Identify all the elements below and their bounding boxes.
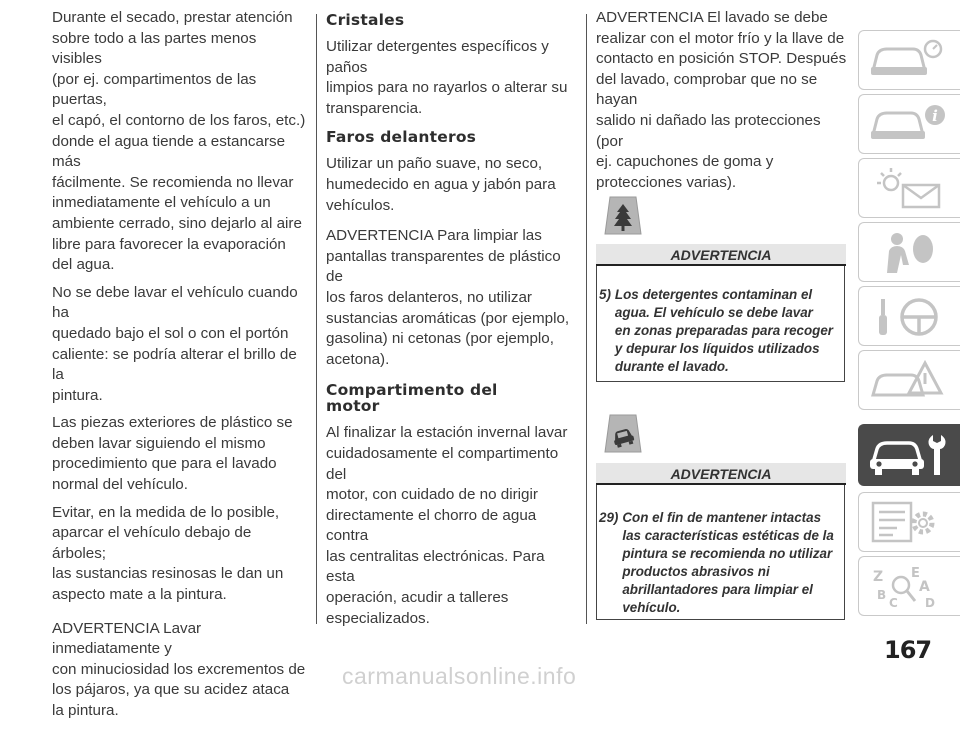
side-tab-emergency[interactable]	[858, 350, 960, 410]
warning-2-box	[596, 485, 845, 620]
text-faros-2: ADVERTENCIA Para limpiar las pantallas transparentes de plástico de los faros delanteros, no utilizar sustancias aromáticas (por ejemplo, gasolina) ni cetonas (por ejemplo, acetona).	[326, 227, 570, 368]
car-dashboard-icon	[867, 37, 947, 83]
paragraph-sun: No se debe lavar el vehículo cuando ha quedado bajo el sol o con el portón caliente: se podría alterar el brillo de la pintura.	[52, 283, 298, 404]
column-divider-2	[586, 14, 587, 624]
car-skid-icon	[604, 414, 642, 454]
steering-key-icon	[867, 293, 947, 339]
warning-1-text: Los detergentes contaminan el agua. El vehículo se debe lavar en zonas preparadas para recoger y depurar los líquidos utilizados durante el lavado.	[614, 287, 833, 374]
heading-cristales: Cristales	[326, 11, 405, 29]
car-wrench-icon	[867, 431, 951, 479]
heading-faros: Faros delanteros	[326, 128, 477, 147]
paragraph-plastic: Las piezas exteriores de plástico se deben lavar siguiendo el mismo procedimiento que para el lavado normal del vehículo.	[52, 414, 293, 494]
paragraph-trees: Evitar, en la medida de lo posible, aparcar el vehículo debajo de árboles; las sustancias resinosas le dan un aspecto mate a la pintura.	[52, 503, 284, 604]
svg-text:i: i	[932, 107, 938, 125]
paragraph-birds-warning: ADVERTENCIA Lavar inmediatamente y con minuciosidad los excrementos de los pájaros, ya que su acidez ataca la pintura.	[52, 619, 306, 719]
spec-sheet-gear-icon	[867, 499, 947, 545]
column-3	[596, 8, 850, 200]
column-2	[326, 12, 574, 636]
column-divider-1	[316, 14, 317, 624]
side-tab-start-drive[interactable]	[858, 286, 960, 346]
side-tab-maintenance[interactable]	[858, 424, 960, 486]
paragraph-drying: Durante el secado, prestar atención sobre todo a las partes menos visibles (por ej. compartimentos de las puertas, el capó, el contorno de los faros, etc.) donde el agua tiende a estancarse más fácilmente. Se recomienda no llevar inmediatamente el vehículo a un ambiente cerrado, sino dejarlo al aire libre para favorecer la evaporación del agua.	[52, 9, 306, 274]
side-tab-safety[interactable]	[858, 222, 960, 282]
svg-text:B: B	[877, 588, 887, 602]
heading-motor: Compartimento del motor	[326, 381, 498, 416]
warning-1-number: 5)	[599, 287, 611, 302]
warning-1-title: ADVERTENCIA	[596, 244, 846, 266]
warning-2-title: ADVERTENCIA	[596, 463, 846, 485]
car-warning-icon	[867, 357, 947, 403]
warning-2-number: 29)	[599, 510, 619, 525]
side-tab-car-info[interactable]	[858, 94, 960, 154]
side-tab-index[interactable]	[858, 556, 960, 616]
environment-tree-icon	[604, 196, 642, 236]
watermark: carmanualsonline.info	[342, 663, 577, 689]
svg-text:C: C	[889, 596, 898, 609]
text-cristales: Utilizar detergentes específicos y paños limpios para no rayarlos o alterar su transparencia.	[326, 38, 568, 117]
column-1	[52, 8, 308, 729]
side-tab-lights-messages[interactable]	[858, 158, 960, 218]
side-tab-specifications[interactable]	[858, 492, 960, 552]
text-intro-warning: ADVERTENCIA El lavado se debe realizar con el motor frío y la llave de contacto en posición STOP. Después del lavado, comprobar que no se hayan salido ni dañado las protecciones (por ej. capuchones de goma y protecciones varias).	[596, 9, 847, 191]
side-tab-dashboard[interactable]	[858, 30, 960, 90]
text-faros-1: Utilizar un paño suave, no seco, humedecido en agua y jabón para vehículos.	[326, 155, 556, 214]
airbag-passenger-icon	[867, 229, 947, 275]
warning-2-text: Con el fin de mantener intactas las características estéticas de la pintura se recomienda no utilizar productos abrasivos ni abrillantadores para limpiar el vehículo.	[622, 510, 834, 615]
warning-1-box	[596, 266, 845, 382]
svg-text:Z: Z	[873, 569, 884, 585]
svg-text:D: D	[925, 596, 935, 609]
car-info-icon	[867, 101, 947, 147]
text-motor: Al finalizar la estación invernal lavar cuidadosamente el compartimento del motor, con cuidado de no dirigir directamente el chorro de agua contra las centralitas electrónicas. Para esta operación, acudir a talleres especializados.	[326, 424, 568, 627]
page-number: 167	[884, 636, 932, 664]
lights-mail-icon	[867, 165, 947, 211]
svg-text:A: A	[919, 579, 930, 595]
alphabet-index-icon	[867, 563, 947, 609]
svg-text:E: E	[911, 566, 920, 581]
